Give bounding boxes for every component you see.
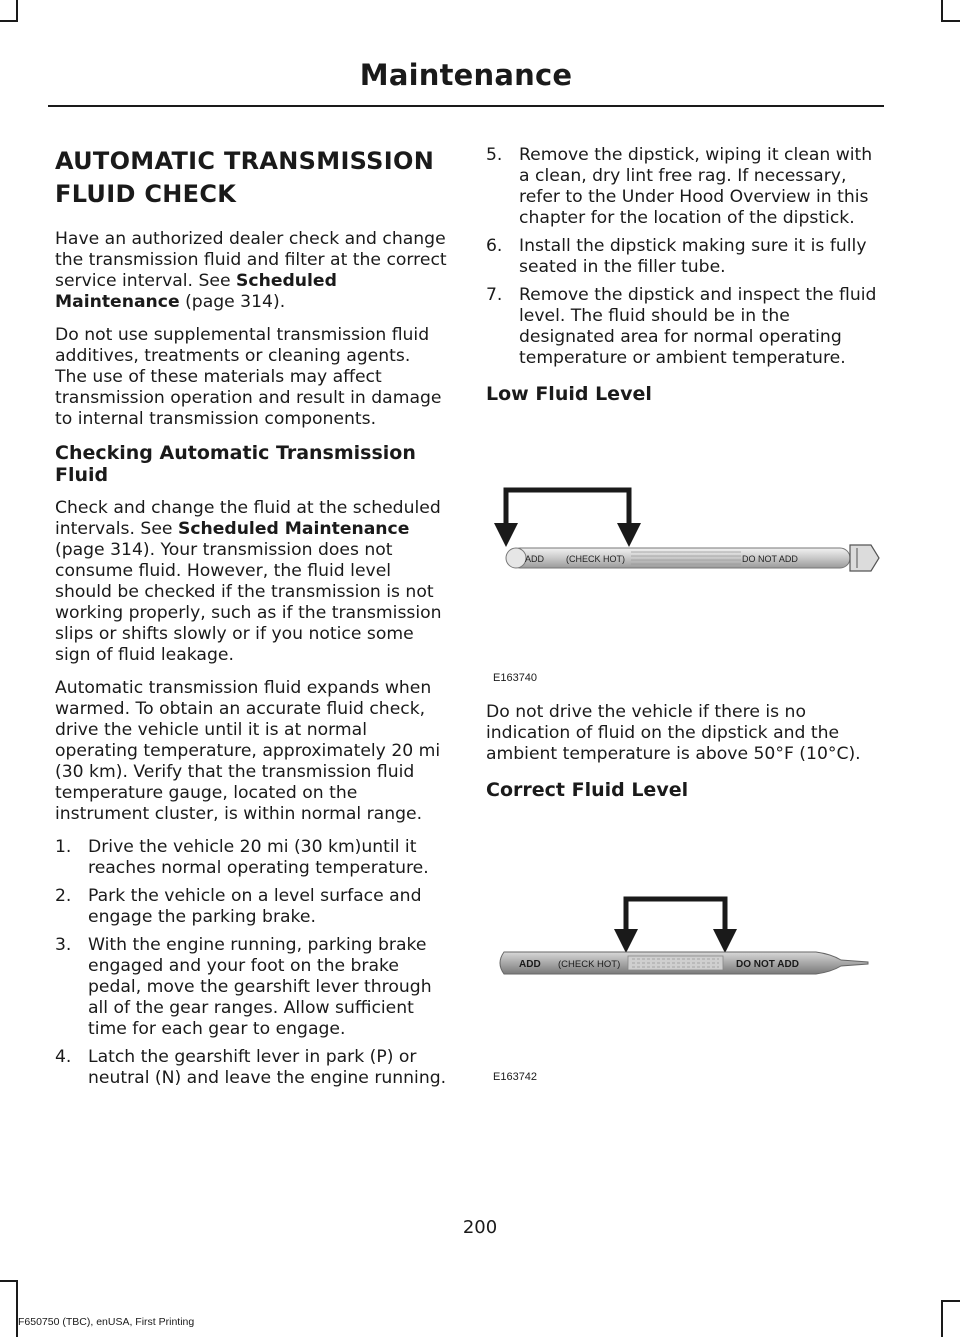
document-info: F650750 (TBC), enUSA, First Printing [18,1316,195,1328]
title-line-2: FLUID CHECK [55,180,237,208]
intro-paragraph [55,229,447,313]
check-intervals-text: Check and change the fluid at the scheduled intervals. See [55,498,441,539]
list-item [55,1047,447,1089]
low-fluid-note: Do not drive the vehicle if there is no indication of fluid on the dipstick and the ambient temperature is above 50°F (10°C). [486,702,861,764]
figure-id: E163740 [493,672,538,684]
section-title: Maintenance [359,58,573,92]
dipstick-blade [510,548,850,568]
list-item [486,236,881,278]
check-intervals-paragraph [55,498,447,666]
range-bracket [506,490,629,535]
steps-list-left [55,837,447,1089]
figure-id: E163742 [493,1071,538,1083]
add-marker-label: ADD [525,554,545,564]
list-item [55,837,447,879]
step-text: Remove the dipstick and inspect the fluid level. The fluid should be in the designated area for normal operating temperature or ambient temperature. [519,285,877,368]
crop-mark [941,1300,943,1337]
correct-fluid-figure [486,813,881,1103]
range-bracket [626,899,725,941]
do-not-add-label: DO NOT ADD [742,554,798,564]
check-hot-label: (CHECK HOT) [566,554,625,564]
crop-mark [0,1280,18,1282]
step-number: 2. [55,886,72,906]
page-number: 200 [462,1217,498,1238]
list-item [486,145,881,229]
crop-mark [16,1280,18,1337]
list-item [55,935,447,1040]
list-item [55,886,447,928]
correct-fluid-heading: Correct Fluid Level [486,779,689,801]
crop-mark [941,20,960,22]
step-number: 6. [486,236,503,256]
steps-list-right [486,145,881,369]
step-number: 7. [486,285,503,305]
dipstick-handle [850,545,879,571]
arrow-down-icon [713,929,737,953]
fluid-expands-paragraph: Automatic transmission fluid expands when warmed. To obtain an accurate fluid check, drive the vehicle until it is at normal operating temperature, approximately 20 mi (30 km). Verify that the transmission fluid temperature gauge, located on the instrument cluster, is within normal range. [55,678,441,824]
step-text: Remove the dipstick, wiping it clean with a clean, dry lint free rag. If necessary, refer to the Under Hood Overview in this chapter for the location of the dipstick. [519,145,873,228]
step-text: With the engine running, parking brake engaged and your foot on the brake pedal, move the gearshift lever through all of the gear ranges. Allow sufficient time for each gear to engage. [88,935,432,1039]
arrow-down-icon [617,523,641,547]
header-divider [48,105,884,107]
right-column [486,145,881,1103]
scheduled-maintenance-link[interactable]: Scheduled Maintenance [55,271,337,312]
crop-mark [16,0,18,22]
step-number: 3. [55,935,72,955]
dipstick-end [506,548,526,568]
step-text: Install the dipstick making sure it is fully seated in the filler tube. [519,236,867,277]
check-intervals-continued: (page 314). Your transmission does not consume fluid. However, the fluid level should be checked if the transmission is not working properly, such as if the transmission slips or shifts slowly or if you notice some sign of fluid leakage. [55,540,442,665]
step-number: 1. [55,837,72,857]
scheduled-maintenance-link[interactable]: Scheduled Maintenance [177,519,410,539]
dipstick-low-illustration [486,417,881,647]
low-fluid-heading: Low Fluid Level [486,383,652,405]
dipstick-correct-illustration [486,813,881,1053]
additives-warning-paragraph: Do not use supplemental transmission fluid additives, treatments or cleaning agents. The use of these materials may affect transmission operation and result in damage to internal transmission components. [55,325,442,429]
crop-mark [0,20,18,22]
step-number: 4. [55,1047,72,1067]
checking-fluid-heading: Checking Automatic Transmission Fluid [55,442,416,486]
crop-mark [941,1300,960,1302]
arrow-down-icon [494,523,518,547]
title-line-1: AUTOMATIC TRANSMISSION [55,147,435,175]
crop-mark [941,0,943,22]
page-reference: (page 314). [179,292,286,312]
arrow-down-icon [614,929,638,953]
step-text: Drive the vehicle 20 mi (30 km)until it reaches normal operating temperature. [88,837,429,878]
intro-text: Have an authorized dealer check and change the transmission fluid and filter at the correct service interval. See [55,229,447,291]
add-marker-label: ADD [519,959,541,970]
page-title [55,145,447,211]
list-item [486,285,881,369]
low-fluid-figure [486,417,881,702]
step-text: Park the vehicle on a level surface and engage the parking brake. [88,886,422,927]
step-number: 5. [486,145,503,165]
check-hot-label: (CHECK HOT) [558,959,621,970]
left-column [55,145,447,1101]
step-text: Latch the gearshift lever in park (P) or neutral (N) and leave the engine running. [88,1047,447,1088]
do-not-add-label: DO NOT ADD [736,959,799,970]
